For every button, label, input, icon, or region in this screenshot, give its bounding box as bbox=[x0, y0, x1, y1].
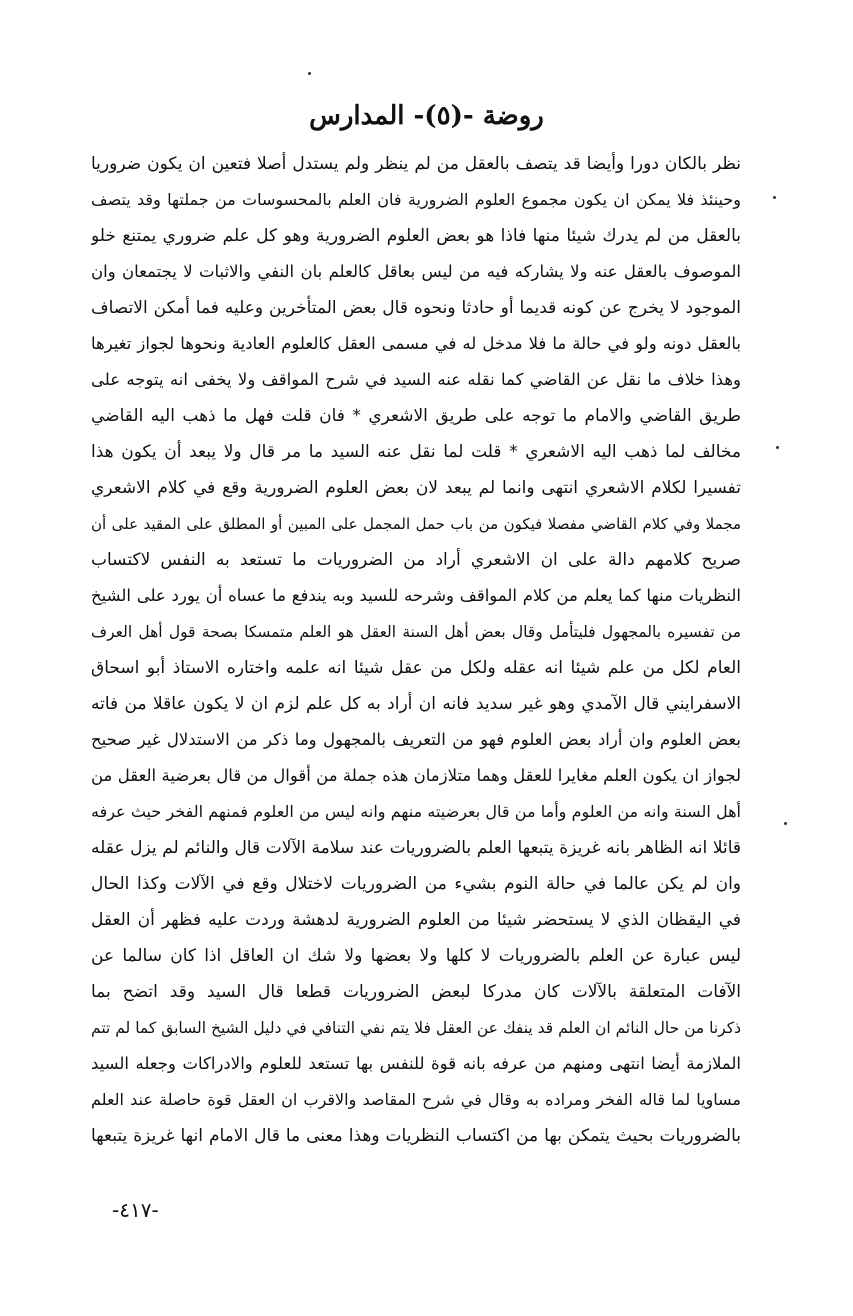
text-line: من تفسيره بالمجهول فليتأمل وقال بعض أهل السنة العقل هو العلم متمسكا بصحة قول أهل العرف bbox=[91, 623, 741, 641]
text-line: تفسيرا لكلام الاشعري انتهى وانما لم يبعد لان بعض العلوم الضرورية وقع في كلام الاشعري bbox=[91, 478, 741, 498]
text-line: الموصوف بالعقل عنه ولا يشاركه فيه من ليس بعاقل كالعلم بان النفي والاثبات لا يجتمعان وان bbox=[91, 262, 741, 281]
text-line: قائلا انه الظاهر بانه غريزة يتبعها العلم بالضروريات عند سلامة الآلات قال والنائم لم يزل عقله bbox=[91, 838, 741, 858]
text-line: الملازمة أيضا انتهى ومنهم من عرفه بانه قوة للنفس بها تستعد للعلوم والادراكات وجعله السيد bbox=[91, 1054, 741, 1073]
text-line: الاسفرايني قال الآمدي وهو غير سديد فانه ان أراد به كل علم لزم ان لا يكون عاقلا من فاته bbox=[91, 694, 741, 714]
text-line: ليس عبارة عن العلم بالضروريات لا كلها ولا بعضها ولا شك ان العاقل اذا كان سالما عن bbox=[91, 946, 741, 966]
text-line: ذكرنا من حال النائم ان العلم قد ينفك عن العقل فلا يتم نفي التنافي في دليل الشيخ السابق كما لم تتم bbox=[91, 1019, 741, 1037]
scan-speck bbox=[308, 72, 311, 75]
text-line: طريق القاضي والامام ما توجه على طريق الاشعري * فان قلت فهل ما ذهب اليه القاضي bbox=[91, 406, 741, 426]
text-line: مجملا وفي كلام القاضي مفصلا فيكون من باب حمل المجمل على المبين أو المطلق على المقيد على أن bbox=[91, 515, 741, 533]
scan-speck bbox=[773, 196, 776, 199]
text-line: بالضروريات بحيث يتمكن بها من اكتساب النظريات وهذا معنى ما قال الامام انها غريزة يتبعها bbox=[91, 1126, 741, 1146]
text-line: وان لم يكن عالما في حالة النوم بشيء من الضروريات لاختلال وقع في الآلات وكذا الحال bbox=[91, 874, 741, 894]
text-line: مساويا لما قاله الفخر ومراده به وقال في شرح المقاصد والاقرب ان العقل قوة حاصلة عند العلم bbox=[91, 1090, 741, 1109]
text-line: مخالف لما ذهب اليه الاشعري * قلت لما نقل عنه السيد ما مر قال ولا يبعد أن يكون هذا bbox=[91, 442, 741, 462]
text-line: بالعقل من لم يدرك شيئا منها فاذا هو بعض العلوم الضرورية وهو كل علم ضروري يمتنع خلو bbox=[91, 226, 741, 246]
text-line: صريح كلامهم دالة على ان الاشعري أراد من الضروريات ما تستعد به النفس لاكتساب bbox=[91, 550, 741, 570]
text-line: أهل السنة وانه من العلوم وأما من قال بعرضيته منهم وانه ليس من العلوم فمنهم الفخر حيث عرفه bbox=[91, 802, 741, 821]
text-line: في اليقظان الذي لا يستحضر شيئا من العلوم الضرورية لدهشة وردت عليه فظهر أن العقل bbox=[91, 910, 741, 930]
page-number: -٤١٧- bbox=[112, 1198, 159, 1222]
text-line: الموجود لا يخرج عن كونه قديما أو حادثا ونحوه قال بعض المتأخرين وعليه فما أمكن الاتصاف bbox=[91, 298, 741, 318]
scan-speck bbox=[776, 446, 779, 449]
text-line: النظريات منها كما يعلم من كلام المواقف وشرحه للسيد وبه يندفع ما عساه أن يورد على الشيخ bbox=[91, 586, 741, 605]
text-line: لجواز ان يكون العلم مغايرا للعقل وهما متلازمان هذه جملة من أقوال من قال بعرضية العقل من bbox=[91, 766, 741, 785]
text-line: وحينئذ فلا يمكن ان يكون مجموع العلوم الضرورية فان العلم بالمحسوسات من جملتها وقد يتصف bbox=[91, 190, 741, 209]
text-line: وهذا خلاف ما نقل عن القاضي كما نقله عنه السيد في شرح المواقف ولا يخفى انه يتوجه على bbox=[91, 370, 741, 389]
body-text bbox=[91, 146, 741, 1154]
scan-speck bbox=[784, 822, 787, 825]
text-line: بالعقل دونه ولو في حالة ما فلا مدخل له في مسمى العقل كالعلوم العادية ونحوها لجواز تغيرها bbox=[91, 334, 741, 353]
page-header: روضة -(٥)- المدارس bbox=[309, 101, 544, 131]
text-line: نظر بالكان دورا وأيضا قد يتصف بالعقل من لم ينظر ولم يستدل أصلا فتعين ان يكون ضروريا bbox=[91, 154, 741, 174]
text-line: بعض العلوم وان أراد بعض العلوم فهو من التعريف بالمجهول وما ذكر من الاستدلال غير صحيح bbox=[91, 730, 741, 749]
text-line: العام لكل من علم شيئا انه عقله ولكل من عقل شيئا انه علمه واختاره الاستاذ أبو اسحاق bbox=[91, 658, 741, 678]
text-line: الآفات المتعلقة بالآلات كان مدركا لبعض الضروريات قطعا قال السيد وقد اتضح بما bbox=[91, 982, 741, 1002]
